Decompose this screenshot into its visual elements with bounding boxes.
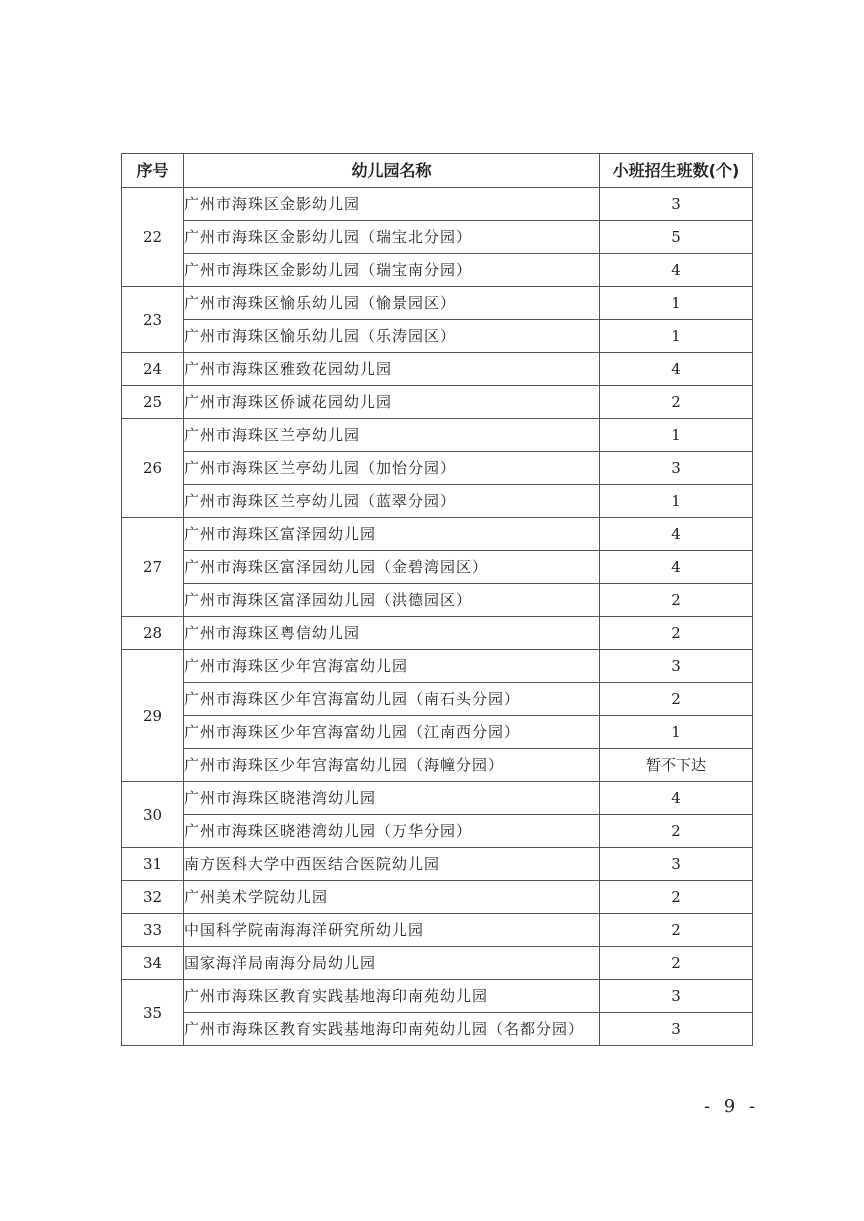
table-row: [122, 353, 753, 386]
table-row: [122, 815, 753, 848]
table-row: [122, 914, 753, 947]
header-kindergarten-name: 幼儿园名称: [184, 154, 600, 188]
serial-number-cell: 29: [122, 650, 184, 782]
class-count-cell: 3: [600, 188, 753, 221]
kindergarten-name-cell: 广州市海珠区金影幼儿园（瑞宝南分园）: [184, 254, 600, 287]
table-row: [122, 518, 753, 551]
class-count-cell: 2: [600, 584, 753, 617]
class-count-cell: 5: [600, 221, 753, 254]
kindergarten-name-cell: 广州市海珠区兰亭幼儿园（加怡分园）: [184, 452, 600, 485]
table-row: [122, 716, 753, 749]
table-row: [122, 386, 753, 419]
table-row: [122, 782, 753, 815]
serial-number-cell: 33: [122, 914, 184, 947]
serial-number-cell: 30: [122, 782, 184, 848]
kindergarten-name-cell: 国家海洋局南海分局幼儿园: [184, 947, 600, 980]
class-count-cell: 4: [600, 254, 753, 287]
kindergarten-name-cell: 广州市海珠区愉乐幼儿园（愉景园区）: [184, 287, 600, 320]
kindergarten-name-cell: 广州市海珠区金影幼儿园（瑞宝北分园）: [184, 221, 600, 254]
serial-number-cell: 25: [122, 386, 184, 419]
kindergarten-enrollment-table: [121, 153, 753, 1046]
class-count-cell: 暂不下达: [600, 749, 753, 782]
class-count-cell: 4: [600, 518, 753, 551]
kindergarten-name-cell: 广州市海珠区金影幼儿园: [184, 188, 600, 221]
serial-number-cell: 26: [122, 419, 184, 518]
table-row: [122, 419, 753, 452]
table-row: [122, 320, 753, 353]
class-count-cell: 3: [600, 650, 753, 683]
table-row: [122, 947, 753, 980]
class-count-cell: 3: [600, 452, 753, 485]
serial-number-cell: 35: [122, 980, 184, 1046]
table-row: [122, 188, 753, 221]
kindergarten-name-cell: 广州市海珠区富泽园幼儿园: [184, 518, 600, 551]
class-count-cell: 4: [600, 782, 753, 815]
kindergarten-name-cell: 广州市海珠区富泽园幼儿园（洪德园区）: [184, 584, 600, 617]
table-row: [122, 848, 753, 881]
serial-number-cell: 31: [122, 848, 184, 881]
class-count-cell: 2: [600, 881, 753, 914]
serial-number-cell: 34: [122, 947, 184, 980]
table-row: [122, 617, 753, 650]
kindergarten-name-cell: 广州市海珠区少年宫海富幼儿园: [184, 650, 600, 683]
class-count-cell: 2: [600, 683, 753, 716]
kindergarten-name-cell: 南方医科大学中西医结合医院幼儿园: [184, 848, 600, 881]
page-number: - 9 -: [704, 1096, 760, 1117]
table-row: [122, 221, 753, 254]
class-count-cell: 2: [600, 617, 753, 650]
class-count-cell: 3: [600, 1013, 753, 1046]
kindergarten-name-cell: 广州市海珠区富泽园幼儿园（金碧湾园区）: [184, 551, 600, 584]
table-row: [122, 584, 753, 617]
kindergarten-name-cell: 广州市海珠区晓港湾幼儿园: [184, 782, 600, 815]
class-count-cell: 2: [600, 386, 753, 419]
kindergarten-name-cell: 广州市海珠区粤信幼儿园: [184, 617, 600, 650]
table-row: [122, 650, 753, 683]
class-count-cell: 2: [600, 947, 753, 980]
kindergarten-name-cell: 广州市海珠区少年宫海富幼儿园（南石头分园）: [184, 683, 600, 716]
serial-number-cell: 27: [122, 518, 184, 617]
serial-number-cell: 23: [122, 287, 184, 353]
class-count-cell: 1: [600, 320, 753, 353]
table-row: [122, 1013, 753, 1046]
serial-number-cell: 28: [122, 617, 184, 650]
table-row: [122, 551, 753, 584]
table-row: [122, 254, 753, 287]
kindergarten-name-cell: 广州市海珠区教育实践基地海印南苑幼儿园: [184, 980, 600, 1013]
kindergarten-name-cell: 广州市海珠区少年宫海富幼儿园（江南西分园）: [184, 716, 600, 749]
table-row: [122, 452, 753, 485]
kindergarten-name-cell: 广州市海珠区教育实践基地海印南苑幼儿园（名都分园）: [184, 1013, 600, 1046]
class-count-cell: 1: [600, 716, 753, 749]
kindergarten-name-cell: 广州市海珠区兰亭幼儿园: [184, 419, 600, 452]
class-count-cell: 1: [600, 419, 753, 452]
class-count-cell: 3: [600, 980, 753, 1013]
serial-number-cell: 22: [122, 188, 184, 287]
serial-number-cell: 32: [122, 881, 184, 914]
kindergarten-name-cell: 广州市海珠区少年宫海富幼儿园（海幢分园）: [184, 749, 600, 782]
class-count-cell: 2: [600, 815, 753, 848]
kindergarten-name-cell: 广州市海珠区兰亭幼儿园（蓝翠分园）: [184, 485, 600, 518]
table-row: [122, 683, 753, 716]
class-count-cell: 4: [600, 353, 753, 386]
kindergarten-name-cell: 广州市海珠区晓港湾幼儿园（万华分园）: [184, 815, 600, 848]
kindergarten-name-cell: 广州市海珠区雅致花园幼儿园: [184, 353, 600, 386]
table-row: [122, 485, 753, 518]
kindergarten-name-cell: 广州美术学院幼儿园: [184, 881, 600, 914]
kindergarten-name-cell: 中国科学院南海海洋研究所幼儿园: [184, 914, 600, 947]
class-count-cell: 3: [600, 848, 753, 881]
class-count-cell: 2: [600, 914, 753, 947]
class-count-cell: 4: [600, 551, 753, 584]
table-row: [122, 749, 753, 782]
class-count-cell: 1: [600, 485, 753, 518]
table-row: [122, 881, 753, 914]
table-row: [122, 287, 753, 320]
kindergarten-name-cell: 广州市海珠区侨诚花园幼儿园: [184, 386, 600, 419]
kindergarten-name-cell: 广州市海珠区愉乐幼儿园（乐涛园区）: [184, 320, 600, 353]
header-class-count: 小班招生班数(个): [600, 154, 753, 188]
table-header-row: [122, 154, 753, 188]
table-body: [122, 188, 753, 1046]
table-row: [122, 980, 753, 1013]
header-serial-number: 序号: [122, 154, 184, 188]
class-count-cell: 1: [600, 287, 753, 320]
serial-number-cell: 24: [122, 353, 184, 386]
